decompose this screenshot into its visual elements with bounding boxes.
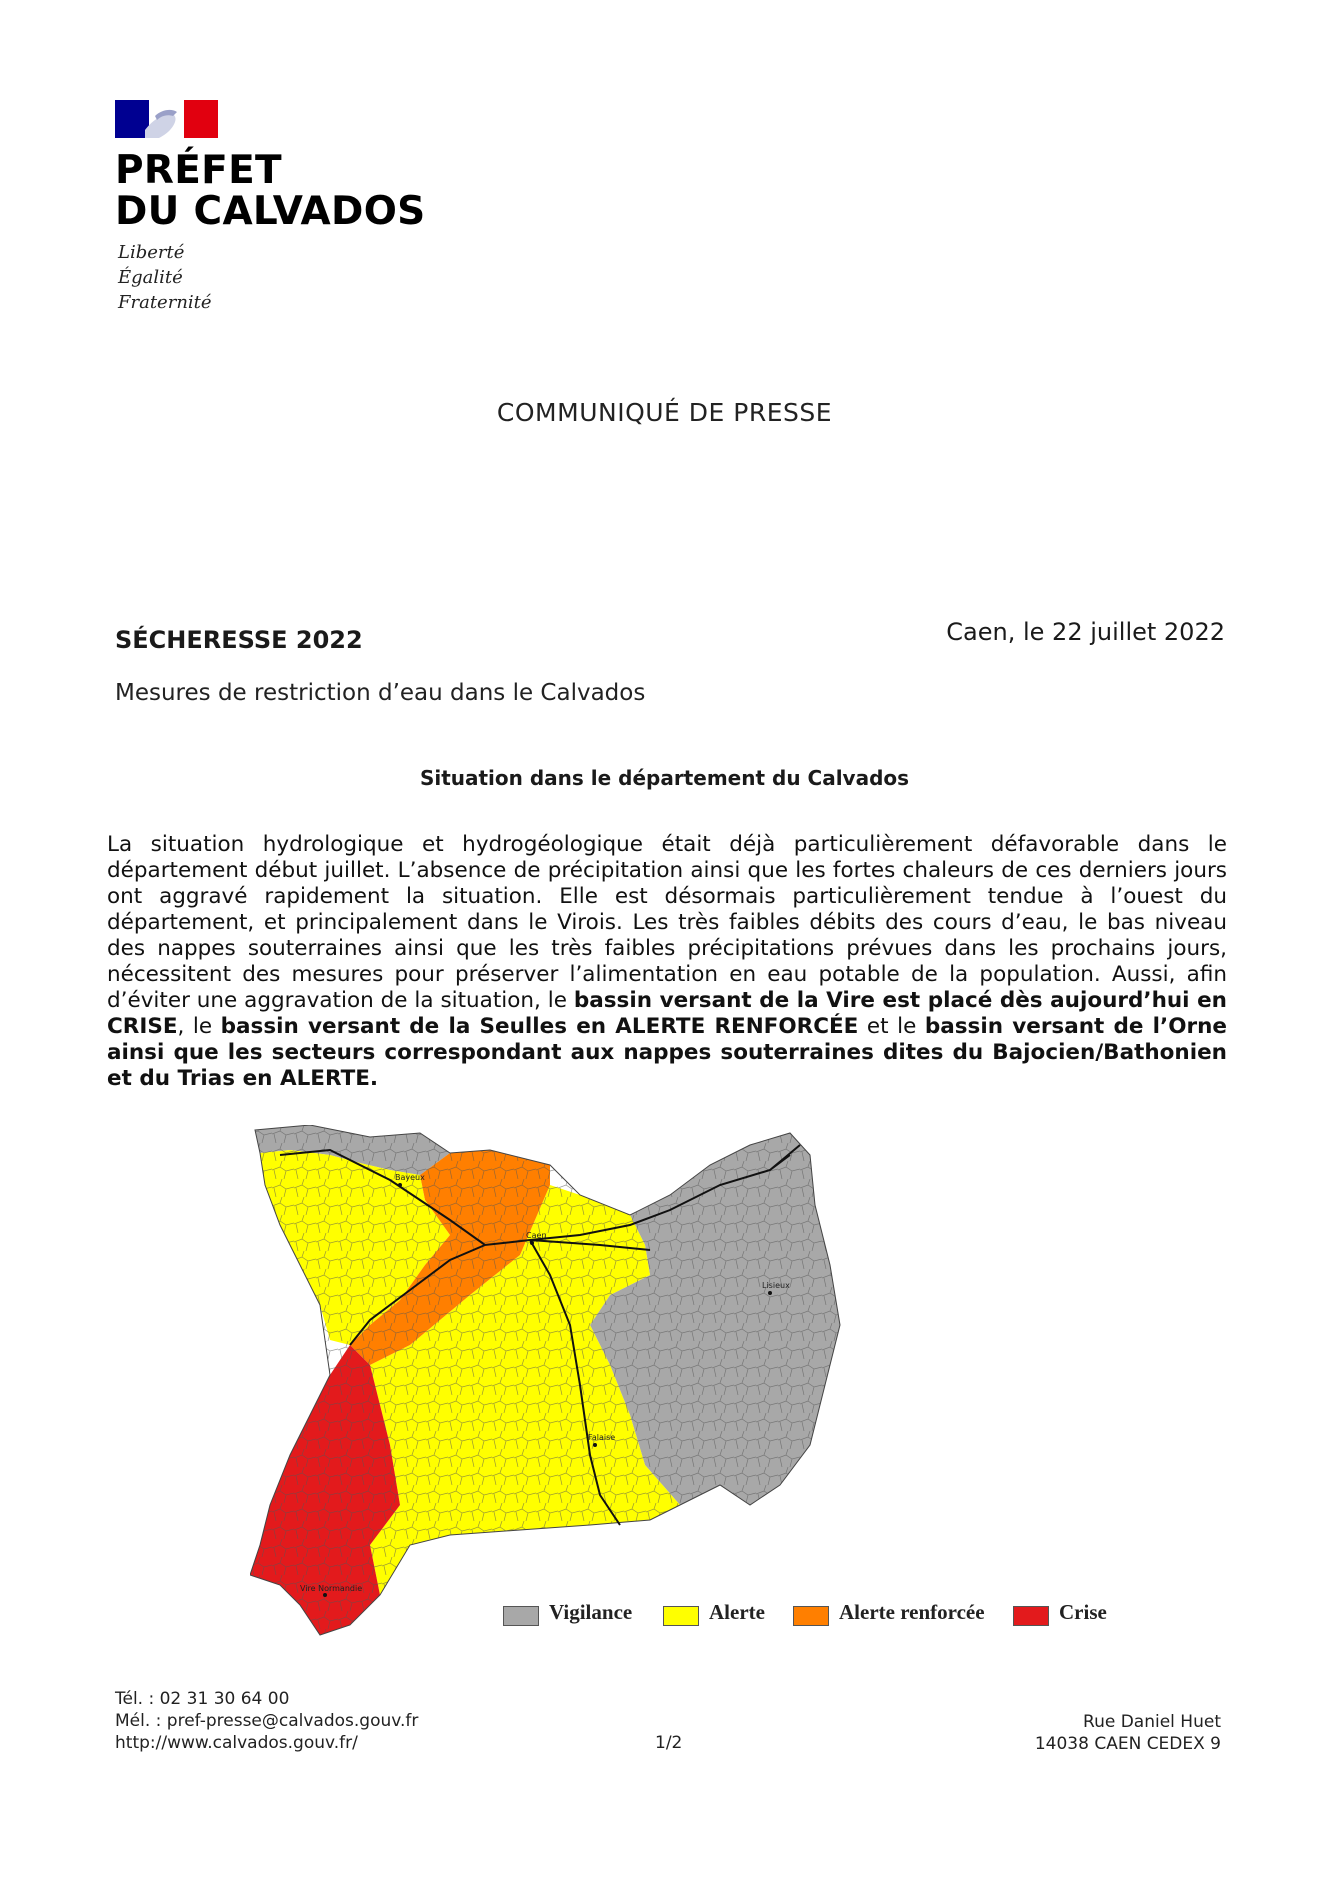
republic-motto: Liberté Égalité Fraternité — [118, 242, 212, 313]
press-release-title: SÉCHERESSE 2022 — [115, 626, 363, 654]
calvados-restriction-map — [250, 1125, 1050, 1655]
body-paragraph: La situation hydrologique et hydrogéologique était déjà particulièrement défavorable dans le département début juillet. L’absence de précipitation ainsi que les fortes chaleurs de ces derniers jours ont aggravé rapidement la situation. Elle est désormais particulièrement tendue à l’ouest du département, et principalement dans le Virois. Les très faibles débits des cours d’eau, le bas niveau des nappes souterraines ainsi que les très faibles précipitations prévues dans les prochains jours, nécessitent des mesures pour préserver l’alimentation en eau potable de la population. Aussi, afin d’éviter une aggravation de la situation, le bassin versant de la Vire est placé dès aujourd’hui en CRISE, le bassin versant de la Seulles en ALERTE RENFORCÉE et le bassin versant de l’Orne ainsi que les secteurs correspondant aux nappes souterraines dites du Bajocien/Bathonien et du Trias en ALERTE. — [107, 832, 1227, 1091]
legend-swatch — [1013, 1606, 1049, 1626]
footer-address: Rue Daniel Huet 14038 CAEN CEDEX 9 — [1034, 1712, 1221, 1754]
document-type: COMMUNIQUÉ DE PRESSE — [496, 398, 833, 427]
legend-label: Alerte renforcée — [839, 1600, 985, 1624]
section-title: Situation dans le département du Calvados — [419, 766, 910, 790]
legend-swatch — [503, 1606, 539, 1626]
svg-text:Caen: Caen — [526, 1231, 547, 1240]
legend-swatch — [663, 1606, 699, 1626]
svg-text:Vire Normandie: Vire Normandie — [300, 1584, 363, 1593]
footer-phone: Tél. : 02 31 30 64 00 — [115, 1689, 290, 1709]
prefecture-name: PRÉFET DU CALVADOS — [115, 148, 426, 234]
legend-label: Vigilance — [549, 1600, 633, 1624]
footer-contact — [115, 1688, 418, 1754]
legend-swatch — [793, 1606, 829, 1626]
svg-text:Falaise: Falaise — [588, 1433, 616, 1442]
legend-label: Crise — [1059, 1600, 1107, 1624]
svg-text:Bayeux: Bayeux — [395, 1173, 425, 1182]
footer-email: Mél. : pref-presse@calvados.gouv.fr — [115, 1711, 419, 1731]
footer-website: http://www.calvados.gouv.fr/ — [115, 1733, 358, 1753]
press-release-date: Caen, le 22 juillet 2022 — [946, 618, 1225, 646]
marianne-flag-icon — [115, 100, 218, 138]
legend-label: Alerte — [709, 1600, 765, 1624]
svg-text:Lisieux: Lisieux — [762, 1281, 790, 1290]
press-release-subtitle: Mesures de restriction d’eau dans le Calvados — [115, 680, 646, 706]
page-number: 1/2 — [655, 1733, 683, 1753]
